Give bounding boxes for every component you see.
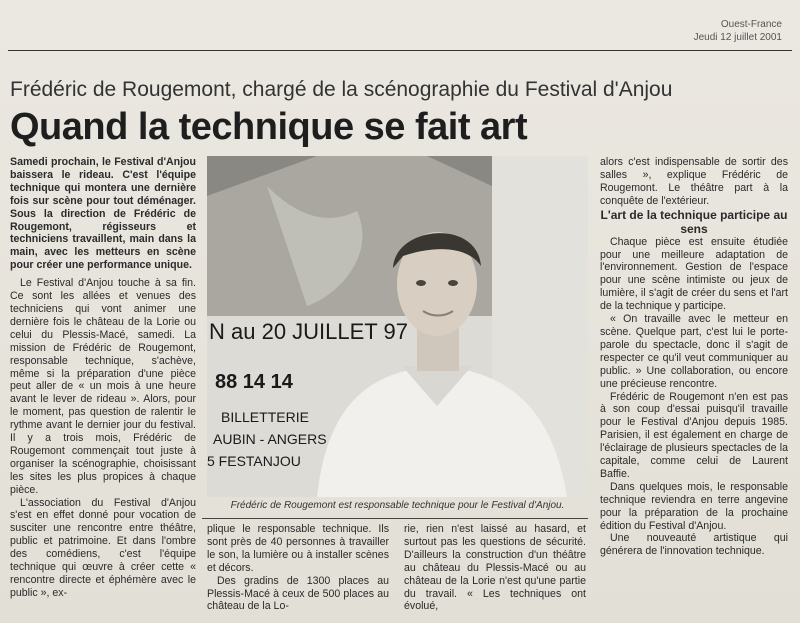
paragraph: Des gradins de 1300 places au Plessis-Macé à ceux de 500 places au château de la Lo-	[207, 574, 389, 613]
paragraph: plique le responsable technique. Ils sont près de 40 personnes à travailler le son, la lumière ou à installer scènes et décors.	[207, 523, 389, 574]
article-subhead: L'art de la technique participe au sens	[600, 207, 788, 236]
paragraph: « On travaille avec le metteur en scène. Quelque part, c'est lui le porte-parole du spectacle, donc il s'agit de respecter ce qu'il veut communiquer au public. » Une collaboration, ou encore une précieuse rencontre.	[600, 313, 788, 390]
paragraph: L'association du Festival d'Anjou s'est en effet donné pour vocation de susciter une rencontre entre théâtre, public et patrimoine. Et dans l'ombre des comédiens, c'est l'équipe technique qui œuvre à créer cette « rencontre directe et éphémère avec le public », ex-	[10, 496, 196, 599]
poster-phone: 88 14 14	[215, 371, 293, 393]
paragraph: Chaque pièce est ensuite étudiée pour une meilleure adaptation de l'environnement. Gestion de l'espace pour une scène intimiste ou jeux de lumière, il s'agit de créer du sens et l'art de la technique y participe.	[600, 235, 788, 313]
paragraph: alors c'est indispensable de sortir des salles », explique Frédéric de Rougemont. Le théâtre part à la conquête de l'extérieur.	[600, 156, 788, 207]
article-lead: Samedi prochain, le Festival d'Anjou baissera le rideau. C'est l'équipe technique qui montera une dernière fois sur scène pour tout déménager. Sous la direction de Frédéric de Rougemont, régisseurs et techniciens travaillent, main dans la main, avec les metteurs en scène pour créer une performance unique.	[10, 156, 196, 272]
paragraph: rie, rien n'est laissé au hasard, et surtout pas les questions de sécurité. D'ailleurs la construction d'un théâtre au château du Plessis-Macé ou au château de la Lorie n'est qu'une partie du travail. « Les techniques ont évolué,	[404, 523, 586, 613]
publication-date: Jeudi 12 juillet 2001	[693, 32, 782, 43]
poster-line-2: AUBIN - ANGERS	[213, 431, 327, 447]
publication-name: Ouest-France	[720, 19, 782, 30]
paragraph: Frédéric de Rougemont n'en est pas à son coup d'essai puisqu'il travaille pour le Festival d'Anjou depuis 1985. Parisien, il est également en charge de l'éclairage de plusieurs spectacles de la capitale, comme celui de Laurent Baffie.	[600, 390, 788, 480]
column-1	[10, 156, 196, 600]
paragraph: Le Festival d'Anjou touche à sa fin. Ce sont les allées et venues des techniciens qui vont animer une dernière fois le château de la Lorie ou celui du Plessis-Macé, samedi. La mission de Frédéric de Rougemont, responsable technique, s'achève, même si la préparation d'une pièce peut aller de « un mois à une heure avant le lever de rideau ». Alors, pour le moment, pas question de ralentir le rythme avant le dernier jour du festival. Il y a trois mois, Frédéric de Rougemont commençait tout juste à organiser la scénographie, choisissant les sites les plus propices à chaque pièce.	[10, 277, 196, 496]
article-photo	[207, 156, 588, 497]
article-headline: Quand la technique se fait art	[10, 106, 528, 148]
masthead-meta	[694, 18, 782, 44]
photo-divider	[202, 518, 588, 519]
photo-caption: Frédéric de Rougemont est responsable technique pour le Festival d'Anjou.	[230, 500, 565, 511]
photo-image	[207, 156, 588, 497]
poster-line-3: 5 FESTANJOU	[207, 453, 301, 469]
header-rule	[8, 50, 792, 51]
article-kicker: Frédéric de Rougemont, chargé de la scénographie du Festival d'Anjou	[10, 78, 673, 101]
paragraph: Une nouveauté artistique qui générera de l'innovation technique.	[600, 532, 788, 558]
column-4	[600, 156, 788, 558]
poster-date: N au 20 JUILLET 97	[209, 319, 408, 344]
poster-line-1: BILLETTERIE	[221, 409, 309, 425]
paragraph: Dans quelques mois, le responsable technique reviendra en terre angevine pour la préparation de la prochaine édition du Festival d'Anjou.	[600, 480, 788, 532]
column-2	[207, 523, 389, 613]
column-3	[404, 523, 586, 613]
